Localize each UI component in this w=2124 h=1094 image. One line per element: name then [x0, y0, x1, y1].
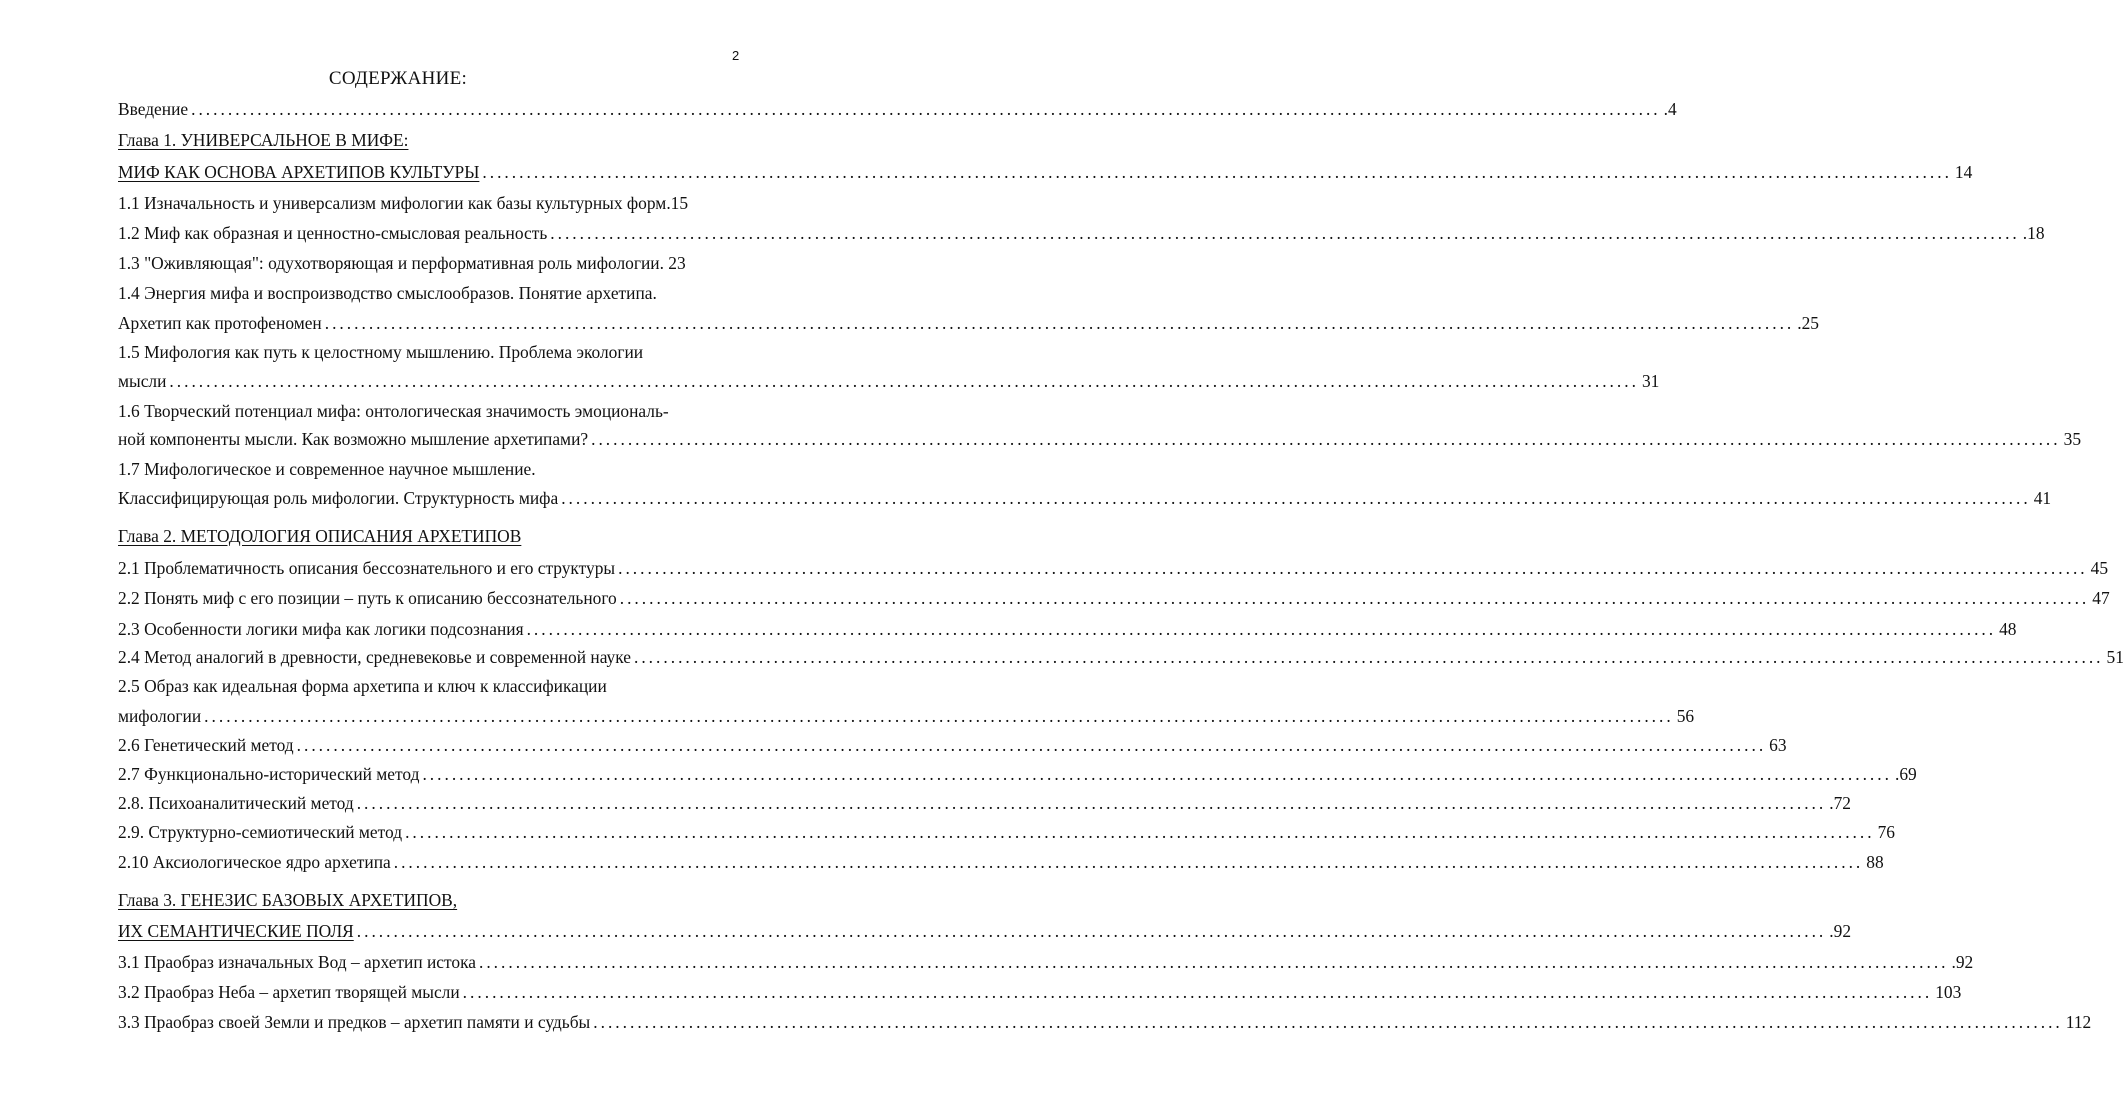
toc-entry-page: 45 [2090, 558, 2109, 578]
dot-leader: ........................................................................................................................................................................................................ [633, 647, 2104, 667]
toc-entry-page: .18 [2022, 223, 2045, 243]
dot-leader: ........................................................................................................................................................................................................ [204, 706, 1674, 726]
toc-chapter-heading [118, 919, 1852, 943]
toc-entry-page: .92 [1829, 921, 1852, 941]
toc-entry-text: Введение [118, 99, 189, 119]
toc-entry-text: Классифицирующая роль мифологии. Структурность мифа [118, 488, 559, 508]
toc-entry-page: 88 [1866, 852, 1884, 872]
toc-entry-text: мысли [118, 371, 167, 391]
toc-entry [118, 427, 2082, 451]
toc-chapter-heading [118, 888, 738, 912]
dot-leader: ........................................................................................................................................................................................................ [169, 371, 1639, 391]
toc-entry-text: 2.5 Образ как идеальная форма архетипа и ключ к классификации [118, 676, 607, 696]
toc-chapter-heading [118, 524, 738, 548]
page-number: 2 [732, 48, 740, 63]
toc-entry-text: 3.3 Праобраз своей Земли и предков – архетип памяти и судьбы [118, 1012, 591, 1032]
toc-entry-text: 3.1 Праобраз изначальных Вод – архетип истока [118, 952, 476, 972]
toc-entry-page: .92 [1951, 952, 1974, 972]
toc-entry-text: МИФ КАК ОСНОВА АРХЕТИПОВ КУЛЬТУРЫ [118, 162, 480, 182]
toc-entry-text: 2.3 Особенности логики мифа как логики подсознания [118, 619, 524, 639]
toc-entry-text: Глава 2. МЕТОДОЛОГИЯ ОПИСАНИЯ АРХЕТИПОВ [118, 526, 522, 546]
toc-entry-text: 1.1 Изначальность и универсализм мифологии как базы культурных форм.15 [118, 193, 689, 213]
dot-leader: ........................................................................................................................................................................................................ [482, 162, 1952, 182]
toc-entry-text: 2.6 Генетический метод [118, 735, 294, 755]
toc-entry [118, 820, 1895, 844]
toc-chapter-heading [118, 128, 738, 152]
toc-entry [118, 733, 1787, 757]
toc-entry [118, 762, 1917, 786]
toc-entry [118, 251, 738, 275]
dot-leader: ........................................................................................................................................................................................................ [593, 1012, 2063, 1032]
toc-entry [118, 586, 2110, 610]
dot-leader: ........................................................................................................................................................................................................ [191, 99, 1661, 119]
toc-entry-page: .25 [1797, 313, 1820, 333]
toc-entry [118, 340, 738, 364]
toc-entry [118, 850, 1884, 874]
toc-chapter-heading [118, 160, 1973, 184]
toc-entry-text: 1.4 Энергия мифа и воспроизводство смыслообразов. Понятие архетипа. [118, 283, 657, 303]
toc-entry [118, 369, 1660, 393]
toc-entry-text: 1.2 Миф как образная и ценностно-смысловая реальность [118, 223, 548, 243]
toc-entry-text: 2.4 Метод аналогий в древности, средневековье и современной науке [118, 647, 631, 667]
toc-entry [118, 281, 738, 305]
toc-entry-text: 2.2 Понять миф с его позиции – путь к описанию бессознательного [118, 588, 617, 608]
toc-entry-text: 2.9. Структурно-семиотический метод [118, 822, 403, 842]
toc-entry-text: 1.7 Мифологическое и современное научное мышление. [118, 459, 536, 479]
toc-entry-text: 1.3 "Оживляющая": одухотворяющая и перформативная роль мифологии. 23 [118, 253, 686, 273]
dot-leader: ........................................................................................................................................................................................................ [356, 793, 1827, 813]
dot-leader: ........................................................................................................................................................................................................ [478, 952, 1949, 972]
toc-entry-page: 48 [1999, 619, 2017, 639]
toc-entry [118, 486, 2052, 510]
toc-entry [118, 457, 738, 481]
toc-entry-page: 103 [1935, 982, 1962, 1002]
toc-entry [118, 674, 738, 698]
toc-entry [118, 617, 2017, 641]
toc-entry-text: 1.6 Творческий потенциал мифа: онтологическая значимость эмоциональ- [118, 401, 669, 421]
dot-leader: ........................................................................................................................................................................................................ [296, 735, 1767, 755]
dot-leader: ........................................................................................................................................................................................................ [462, 982, 1933, 1002]
toc-entry-text: мифологии [118, 706, 202, 726]
toc-entry [118, 97, 1677, 121]
dot-leader: ........................................................................................................................................................................................................ [526, 619, 1997, 639]
dot-leader: ........................................................................................................................................................................................................ [422, 764, 1892, 784]
toc-entry-page: 31 [1641, 371, 1660, 391]
dot-leader: ........................................................................................................................................................................................................ [591, 429, 2061, 449]
toc-entry-page: .4 [1663, 99, 1677, 119]
toc-entry [118, 950, 1974, 974]
toc-entry-page: .72 [1829, 793, 1851, 813]
toc-entry-text: 2.7 Функционально-исторический метод [118, 764, 420, 784]
toc-entry-page: 63 [1769, 735, 1787, 755]
toc-entry-page: 51 [2106, 647, 2124, 667]
toc-entry-page: 76 [1877, 822, 1895, 842]
dot-leader: ........................................................................................................................................................................................................ [618, 558, 2088, 578]
toc-entry [118, 556, 2109, 580]
toc-title: СОДЕРЖАНИЕ: [328, 68, 468, 89]
toc-entry-text: 2.8. Психоаналитический метод [118, 793, 354, 813]
dot-leader: ........................................................................................................................................................................................................ [561, 488, 2031, 508]
toc-entry-page: 47 [2092, 588, 2110, 608]
toc-entry [118, 399, 738, 423]
toc-entry-text: 3.2 Праобраз Неба – архетип творящей мысли [118, 982, 460, 1002]
toc-entry [118, 221, 2045, 245]
toc-entry-page: 112 [2065, 1012, 2092, 1032]
toc-entry-text: Глава 3. ГЕНЕЗИС БАЗОВЫХ АРХЕТИПОВ, [118, 890, 458, 910]
toc-entry-page: 35 [2063, 429, 2082, 449]
toc-entry-page: 14 [1954, 162, 1973, 182]
toc-entry-page: 56 [1676, 706, 1695, 726]
dot-leader: ........................................................................................................................................................................................................ [393, 852, 1864, 872]
toc-entry-text: 1.5 Мифология как путь к целостному мышлению. Проблема экологии [118, 342, 644, 362]
toc-entry-text: 2.1 Проблематичность описания бессознательного и его структуры [118, 558, 616, 578]
toc-entry [118, 704, 1695, 728]
toc-entry-page: .69 [1894, 764, 1917, 784]
toc-entry-text: Архетип как протофеномен [118, 313, 322, 333]
dot-leader: ........................................................................................................................................................................................................ [619, 588, 2090, 608]
toc-entry [118, 191, 738, 215]
toc-entry-text: 2.10 Аксиологическое ядро архетипа [118, 852, 391, 872]
toc-entry-page: 41 [2033, 488, 2052, 508]
toc-entry [118, 311, 1820, 335]
dot-leader: ........................................................................................................................................................................................................ [405, 822, 1875, 842]
dot-leader: ........................................................................................................................................................................................................ [550, 223, 2020, 243]
toc-entry-text: Глава 1. УНИВЕРСАЛЬНОЕ В МИФЕ: [118, 130, 409, 150]
toc-entry-text: ИХ СЕМАНТИЧЕСКИЕ ПОЛЯ [118, 921, 354, 941]
toc-entry [118, 980, 1962, 1004]
toc-entry [118, 1010, 2092, 1034]
toc-entry [118, 645, 2124, 669]
toc-entry-text: ной компоненты мысли. Как возможно мышление архетипами? [118, 429, 589, 449]
dot-leader: ........................................................................................................................................................................................................ [356, 921, 1827, 941]
dot-leader: ........................................................................................................................................................................................................ [324, 313, 1795, 333]
toc-entry [118, 791, 1851, 815]
